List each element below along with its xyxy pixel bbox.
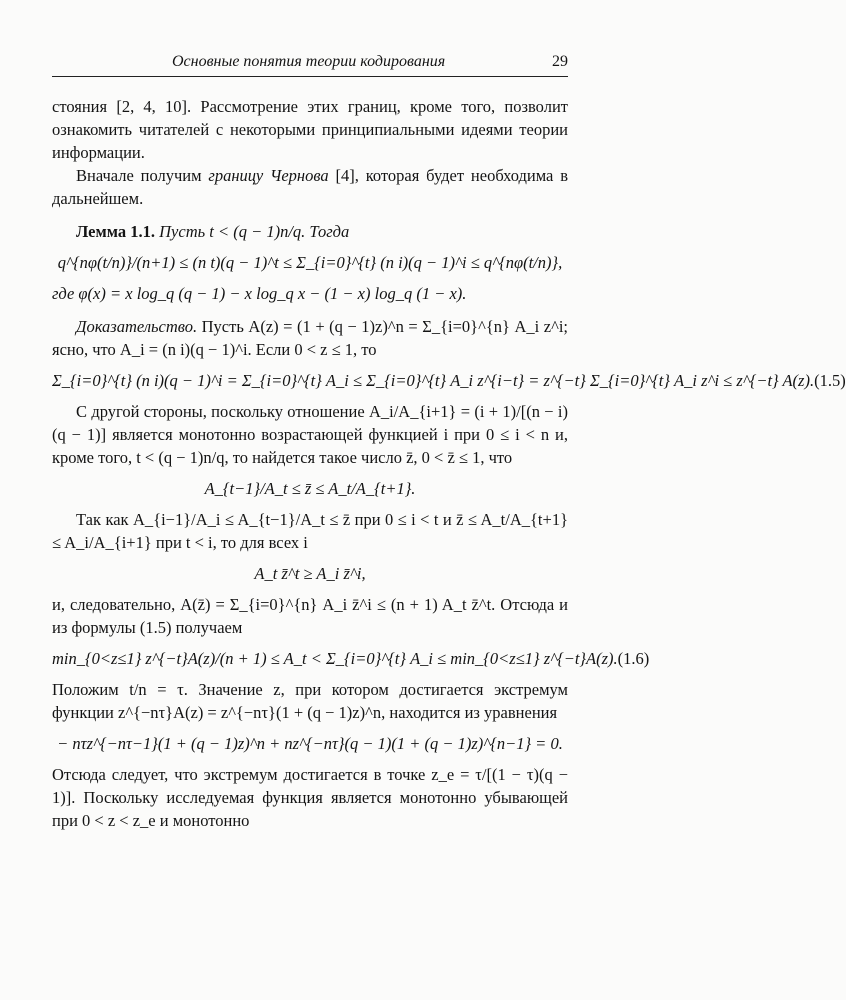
paragraph-4: Так как A_{i−1}/A_i ≤ A_{t−1}/A_t ≤ z̄ при 0 ≤ i < t и z̄ ≤ A_t/A_{t+1} ≤ A_i/A_{i+1} при t < i, то для всех i [52,510,568,552]
page [52,50,846,832]
equation-number-1-6: (1.6) [617,649,650,668]
formula-1-6-row [52,647,650,670]
formula-lemma: q^{nφ(t/n)}/(n+1) ≤ (n t)(q − 1)^t ≤ Σ_{i=0}^{t} (n i)(q − 1)^i ≤ q^{nφ(t/n)}, [57,253,563,272]
page-number: 29 [552,53,568,70]
paragraph-3: С другой стороны, поскольку отношение A_i/A_{i+1} = (i + 1)/[(n − i)(q − 1)] является монотонно возрастающей функцией i при 0 ≤ i < n и, кроме того, t < (q − 1)n/q, то найдется такое число z̄, 0 < z̄ ≤ 1, что [52,402,568,467]
paragraph-7: Отсюда следует, что экстремум достигается в точке z_e = τ/[(1 − τ)(q − 1)]. Поскольку исследуемая функция является монотонно убывающей при 0 < z < z_e и монотонно [52,765,568,830]
paragraph-6: Положим t/n = τ. Значение z, при котором достигается экстремум функции z^{−nτ}A(z) = z^{−nτ}(1 + (q − 1)z)^n, находится из уравнения [52,680,568,722]
formula-inequality: A_t z̄^t ≥ A_i z̄^i, [254,564,366,583]
proof-label: Доказательство. [76,317,198,336]
formula-1-5: Σ_{i=0}^{t} (n i)(q − 1)^i = Σ_{i=0}^{t} A_i ≤ Σ_{i=0}^{t} A_i z^{i−t} = z^{−t} Σ_{i=0}^{t} A_i z^i ≤ z^{−t} A(z). [52,371,815,390]
formula-zbar: A_{t−1}/A_t ≤ z̄ ≤ A_t/A_{t+1}. [204,479,416,498]
term-chernoff-bound: границу Чернова [208,166,329,185]
p2-end: [4], которая будет необходима в дальнейшем. [52,166,568,208]
equation-number-1-5: (1.5) [814,371,846,390]
p2-start: Вначале получим [76,166,209,185]
paragraph-5: и, следовательно, A(z̄) = Σ_{i=0}^{n} A_i z̄^i ≤ (n + 1) A_t z̄^t. Отсюда и из формулы (1.5) получаем [52,595,568,637]
proof [52,315,568,361]
paragraph-1: стояния [2, 4, 10]. Рассмотрение этих границ, кроме того, позволит ознакомить читателей с некоторыми принципиальными идеями теории информации. [52,97,568,162]
lemma-text: Пусть t < (q − 1)n/q. Тогда [155,222,350,241]
proof-text: Пусть A(z) = (1 + (q − 1)z)^n = Σ_{i=0}^{n} A_i z^i; ясно, что A_i = (n i)(q − 1)^i. Если 0 < z ≤ 1, то [52,317,568,359]
formula-1-6: min_{0<z≤1} z^{−t}A(z)/(n + 1) ≤ A_t < Σ_{i=0}^{t} A_i ≤ min_{0<z≤1} z^{−t}A(z). [52,649,618,668]
lemma [52,220,568,243]
running-title: Основные понятия теории кодирования [172,53,446,70]
paragraph-2 [52,164,568,210]
running-header [52,50,568,77]
formula-extremum-equation: − nτz^{−nτ−1}(1 + (q − 1)z)^n + nz^{−nτ}(q − 1)(1 + (q − 1)z)^{n−1} = 0. [57,734,563,753]
lemma-label: Лемма 1.1. [76,222,155,241]
formula-1-5-row [52,369,846,392]
phi-definition: где φ(x) = x log_q (q − 1) − x log_q x − (1 − x) log_q (1 − x). [52,284,467,303]
